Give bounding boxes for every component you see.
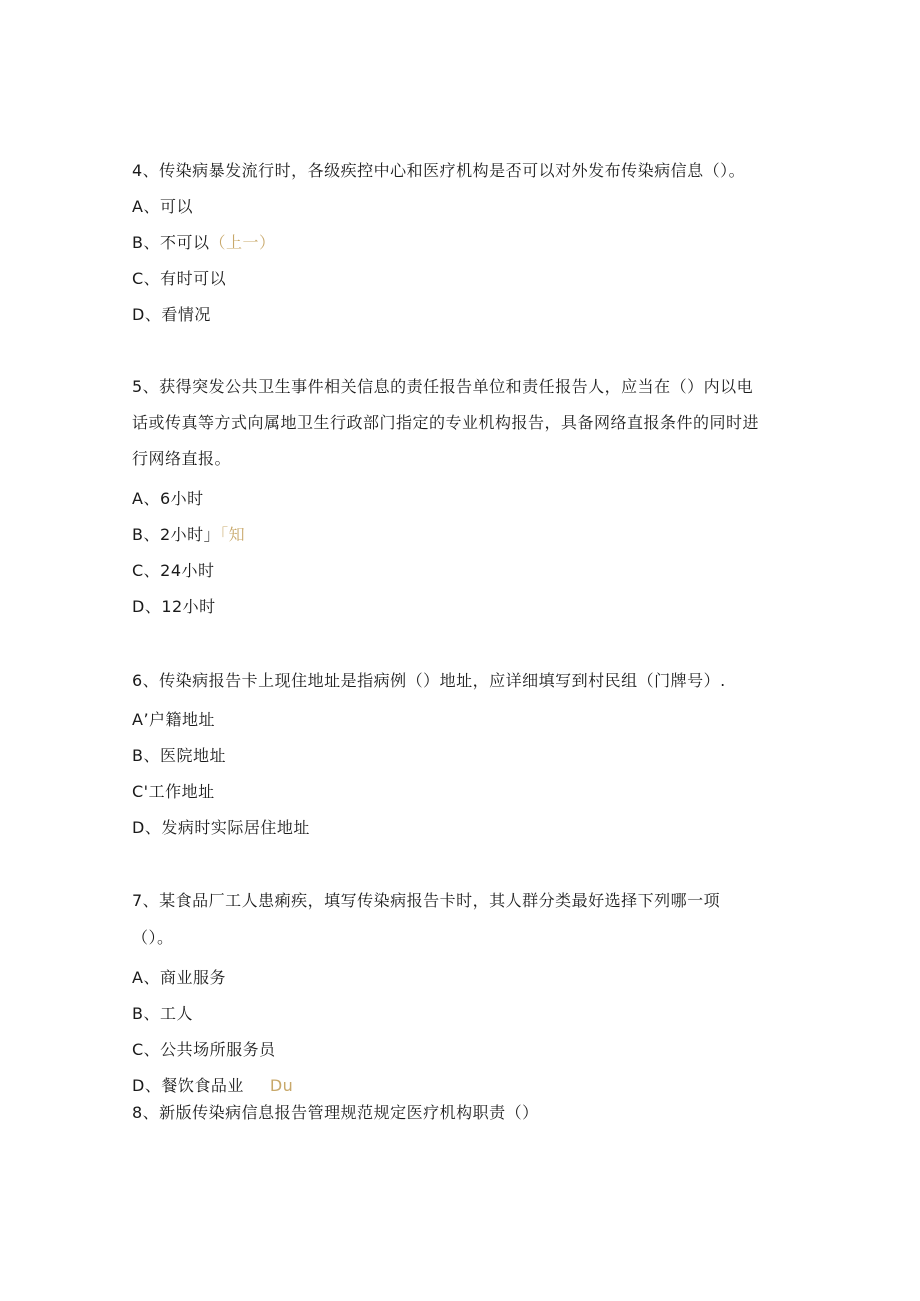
- option-text: C、24小时: [132, 561, 215, 580]
- question-4-stem: 4、传染病暴发流行时，各级疾控中心和医疗机构是否可以对外发布传染病信息（）。: [132, 161, 746, 180]
- question-5-stem-line-1: 5、获得突发公共卫生事件相关信息的责任报告单位和责任报告人，应当在（）内以电: [132, 377, 754, 396]
- question-5-option-c: [132, 561, 215, 581]
- option-text: A、6小时: [132, 489, 204, 508]
- question-4-option-a: [132, 197, 193, 217]
- question-4-option-c: [132, 269, 226, 289]
- question-4-option-b: [132, 233, 276, 253]
- question-4-option-d: [132, 305, 211, 325]
- question-6-option-b: [132, 746, 226, 766]
- option-text: D、看情况: [132, 305, 211, 324]
- question-7-stem-line-1: 7、某食品厂工人患痢疾，填写传染病报告卡时，其人群分类最好选择下列哪一项: [132, 891, 721, 910]
- option-text: B、2小时」: [132, 525, 221, 544]
- question-6-option-d: [132, 818, 310, 838]
- question-7-option-b: [132, 1004, 193, 1024]
- option-note: Du: [269, 1076, 294, 1095]
- option-text: A、可以: [132, 197, 193, 216]
- question-7-option-c: [132, 1040, 276, 1060]
- question-7-option-d: [132, 1076, 293, 1096]
- question-5-option-b: [132, 525, 245, 545]
- question-5-option-d: [132, 597, 216, 617]
- option-text: D、12小时: [132, 597, 216, 616]
- option-text: C、公共场所服务员: [132, 1040, 276, 1059]
- option-text: C、有时可以: [132, 269, 227, 288]
- question-6-stem: 6、传染病报告卡上现住地址是指病例（）地址，应详细填写到村民组（门牌号）.: [132, 671, 726, 690]
- option-text: B、不可以: [132, 233, 210, 252]
- question-6-option-c: [132, 782, 215, 802]
- option-text: D、餐饮食品业: [132, 1076, 244, 1095]
- option-text: D、发病时实际居住地址: [132, 818, 310, 837]
- option-text: A、商业服务: [132, 968, 226, 987]
- question-5-stem-line-2: 话或传真等方式向属地卫生行政部门指定的专业机构报告，具备网络直报条件的同时进: [132, 413, 760, 432]
- question-5-stem-line-3: 行网络直报。: [132, 449, 232, 468]
- question-6-option-a: [132, 710, 215, 730]
- question-7-stem-line-2: （）。: [132, 928, 174, 947]
- question-7-option-a: [132, 968, 226, 988]
- question-8-stem: 8、新版传染病信息报告管理规范规定医疗机构职责（）: [132, 1103, 539, 1122]
- option-text: C'工作地址: [132, 782, 215, 801]
- option-text: B、工人: [132, 1004, 193, 1023]
- option-note: （上一）: [209, 233, 276, 252]
- option-text: B、医院地址: [132, 746, 226, 765]
- option-text: A’户籍地址: [132, 710, 216, 729]
- option-note: 「知: [220, 525, 246, 544]
- question-5-option-a: [132, 489, 204, 509]
